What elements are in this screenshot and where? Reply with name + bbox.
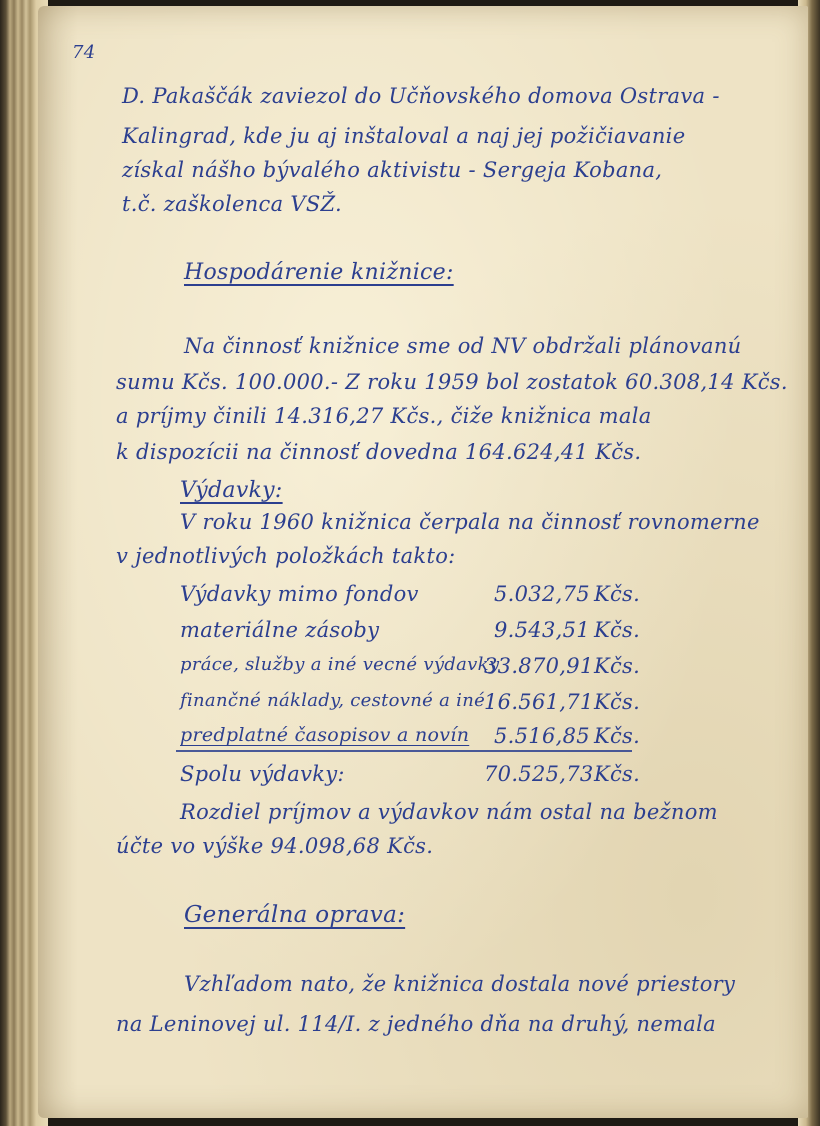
repair-line: na Leninovej ul. 114/I. z jedného dňa na druhý, nemala: [116, 1012, 716, 1036]
economy-line: a príjmy činili 14.316,27 Kčs., čiže knižnica mala: [116, 404, 652, 428]
expense-currency: Kčs.: [594, 690, 641, 714]
expense-currency: Kčs.: [594, 582, 641, 606]
expense-label: práce, služby a iné vecné výdavky: [180, 654, 500, 675]
difference-line: účte vo výške 94.098,68 Kčs.: [116, 834, 434, 858]
heading-expenses: Výdavky:: [180, 478, 283, 503]
heading-repair: Generálna oprava:: [184, 902, 406, 928]
total-label: Spolu výdavky:: [180, 762, 345, 786]
economy-line: k dispozícii na činnosť dovedna 164.624,41 Kčs.: [116, 440, 642, 464]
expense-currency: Kčs.: [594, 724, 641, 748]
intro-line: D. Pakaščák zaviezol do Učňovského domova Ostrava -: [122, 84, 720, 108]
expense-label: finančné náklady, cestovné a iné: [180, 690, 486, 711]
repair-line: Vzhľadom nato, že knižnica dostala nové priestory: [184, 972, 736, 996]
expense-label: materiálne zásoby: [180, 618, 380, 642]
expense-amount: 5.516,85: [494, 724, 590, 748]
difference-line: Rozdiel príjmov a výdavkov nám ostal na bežnom: [180, 800, 718, 824]
economy-line: sumu Kčs. 100.000.- Z roku 1959 bol zostatok 60.308,14 Kčs.: [116, 370, 788, 394]
intro-line: Kalingrad, kde ju aj inštaloval a naj jej požičiavanie: [122, 124, 686, 148]
total-amount: 70.525,73: [484, 762, 594, 786]
expenses-intro-line: V roku 1960 knižnica čerpala na činnosť rovnomerne: [180, 510, 760, 534]
expense-amount: 5.032,75: [494, 582, 590, 606]
economy-line: Na činnosť knižnice sme od NV obdržali plánovanú: [184, 334, 742, 358]
intro-line: získal nášho bývalého aktivistu - Sergeja Kobana,: [122, 158, 663, 182]
notebook-page: [38, 6, 808, 1118]
expense-amount: 16.561,71: [484, 690, 594, 714]
expense-currency: Kčs.: [594, 654, 641, 678]
sum-rule: [176, 750, 632, 752]
heading-economy: Hospodárenie knižnice:: [184, 260, 454, 285]
expense-amount: 33.870,91: [484, 654, 594, 678]
total-currency: Kčs.: [594, 762, 641, 786]
page-number: 74: [72, 42, 96, 63]
expense-label: Výdavky mimo fondov: [180, 582, 419, 606]
intro-line: t.č. zaškolenca VSŽ.: [122, 192, 343, 216]
expenses-intro-line: v jednotlivých položkách takto:: [116, 544, 456, 568]
expense-amount: 9.543,51: [494, 618, 590, 642]
expense-currency: Kčs.: [594, 618, 641, 642]
expense-label: predplatné časopisov a novín: [180, 724, 470, 746]
